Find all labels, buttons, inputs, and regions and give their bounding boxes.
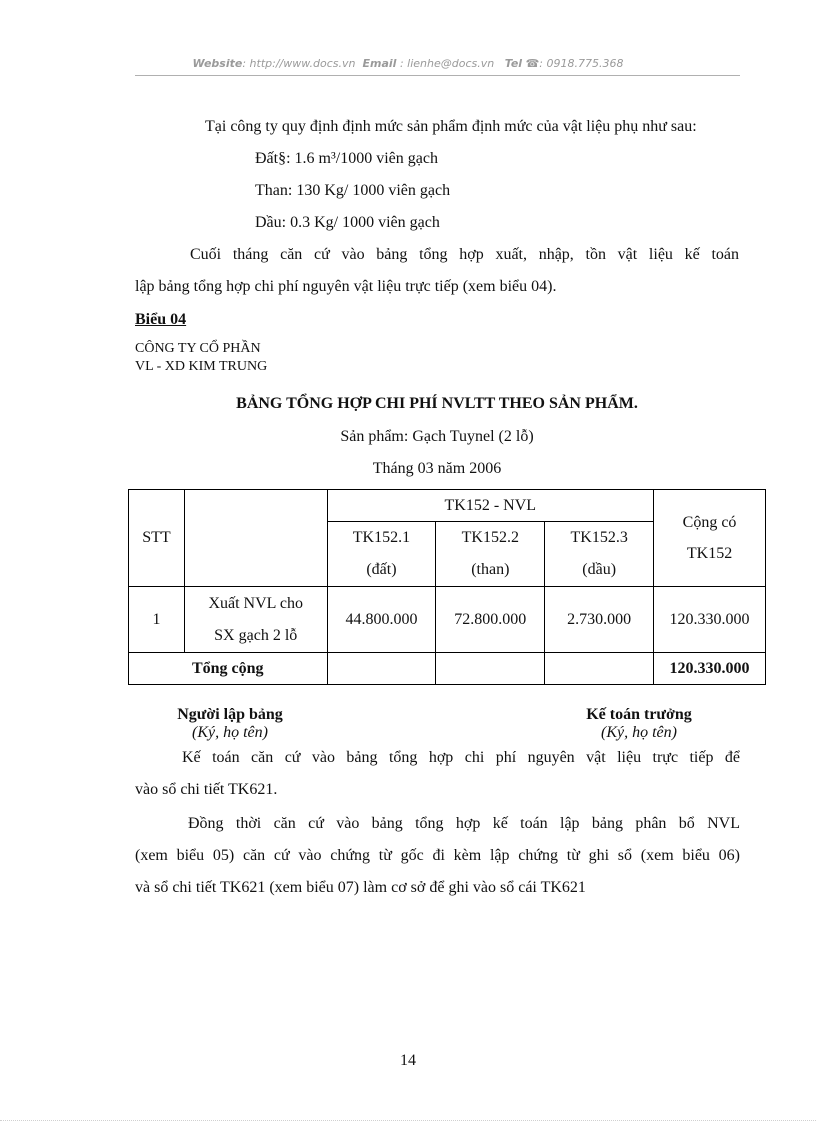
norm-soil: Đất§: 1.6 m³/1000 viên gạch [255, 150, 438, 167]
exhibit-label: Biểu 04 [135, 311, 187, 328]
total-label: Tổng cộng [129, 653, 328, 685]
company-name-line-2: VL - XD KIM TRUNG [135, 359, 268, 374]
signature-preparer [150, 706, 310, 742]
row-description-line-2: SX gạch 2 lỗ [214, 626, 298, 644]
email-label: Email [362, 57, 397, 70]
product-name: Sản phẩm: Gạch Tuynel (2 lỗ) [340, 428, 534, 445]
signature-chief-accountant [559, 706, 719, 742]
header-tk152-1-code: TK152.1 [352, 529, 411, 546]
website-value: : http://www.docs.vn [242, 57, 356, 70]
norm-oil: Dầu: 0.3 Kg/ 1000 viên gạch [255, 214, 440, 231]
table-total-row [129, 653, 766, 685]
row-tk152-3-value: 2.730.000 [545, 587, 654, 653]
norm-coal: Than: 130 Kg/ 1000 viên gạch [255, 182, 451, 199]
intro-text: Tại công ty quy định định mức sản phẩm định mức của vật liệu phụ như sau: [205, 118, 697, 135]
header-stt: STT [129, 490, 185, 587]
total-value: 120.330.000 [654, 653, 766, 685]
tel-value: : 0918.775.368 [539, 57, 624, 70]
total-tk152-1 [327, 653, 436, 685]
header-total [654, 490, 766, 587]
page-header [0, 57, 816, 70]
row-tk152-1-value: 44.800.000 [327, 587, 436, 653]
phone-icon: ☎ [525, 57, 540, 70]
email-value: : lienhe@docs.vn [396, 57, 495, 70]
row-tk152-2-value: 72.800.000 [436, 587, 545, 653]
row-stt: 1 [129, 587, 185, 653]
row-total-value: 120.330.000 [654, 587, 766, 653]
header-tk152-3-name: (dầu) [582, 561, 617, 578]
total-tk152-3 [545, 653, 654, 685]
table-row [129, 587, 766, 653]
paragraph-2-line-2: vào sổ chi tiết TK621. [135, 781, 278, 798]
header-tk152-1-name: (đất) [366, 561, 397, 578]
header-tk152-2-name: (than) [471, 561, 510, 578]
header-tk152-1 [327, 522, 436, 587]
paragraph-3-line-1: Đồng thời căn cứ vào bảng tổng hợp kế toán lập bảng phân bổ NVL [188, 815, 740, 832]
footer-dotted-line [0, 1120, 816, 1121]
header-description [184, 490, 327, 587]
table-title: BẢNG TỔNG HỢP CHI PHÍ NVLTT THEO SẢN PHẨM. [236, 395, 638, 412]
row-description-line-1: Xuất NVL cho [208, 594, 303, 612]
preparer-subtitle: (Ký, họ tên) [192, 724, 268, 741]
paragraph-1-line-2: lập bảng tổng hợp chi phí nguyên vật liệu trực tiếp (xem biểu 04). [135, 278, 557, 295]
header-tk152-3-code: TK152.3 [570, 529, 628, 546]
header-tk152-group: TK152 - NVL [327, 490, 654, 522]
paragraph-3-line-2: (xem biểu 05) căn cứ vào chứng từ gốc đi kèm lập chứng từ ghi sổ (xem biểu 06) [135, 847, 740, 864]
header-total-line-1: Cộng có [682, 514, 737, 531]
paragraph-3-line-3: và sổ chi tiết TK621 (xem biểu 07) làm cơ sở để ghi vào sổ cái TK621 [135, 879, 586, 896]
paragraph-2-line-1: Kế toán căn cứ vào bảng tổng hợp chi phí nguyên vật liệu trực tiếp để [182, 749, 740, 766]
summary-table [128, 489, 766, 685]
page-number: 14 [400, 1052, 416, 1069]
header-tk152-2-code: TK152.2 [461, 529, 519, 546]
chief-accountant-title: Kế toán trưởng [586, 706, 692, 723]
period: Tháng 03 năm 2006 [372, 460, 502, 477]
chief-accountant-subtitle: (Ký, họ tên) [601, 724, 677, 741]
total-tk152-2 [436, 653, 545, 685]
header-total-line-2: TK152 [686, 545, 733, 562]
paragraph-1-line-1: Cuối tháng căn cứ vào bảng tổng hợp xuất, nhập, tồn vật liệu kế toán [190, 246, 739, 263]
header-tk152-2 [436, 522, 545, 587]
preparer-title: Người lập bảng [177, 706, 283, 723]
company-name-line-1: CÔNG TY CỔ PHẦN [135, 341, 261, 356]
table-header-row [129, 490, 766, 522]
website-label: Website [192, 57, 243, 70]
row-description [184, 587, 327, 653]
header-divider [135, 75, 740, 76]
tel-label: Tel [504, 57, 523, 70]
header-tk152-3 [545, 522, 654, 587]
